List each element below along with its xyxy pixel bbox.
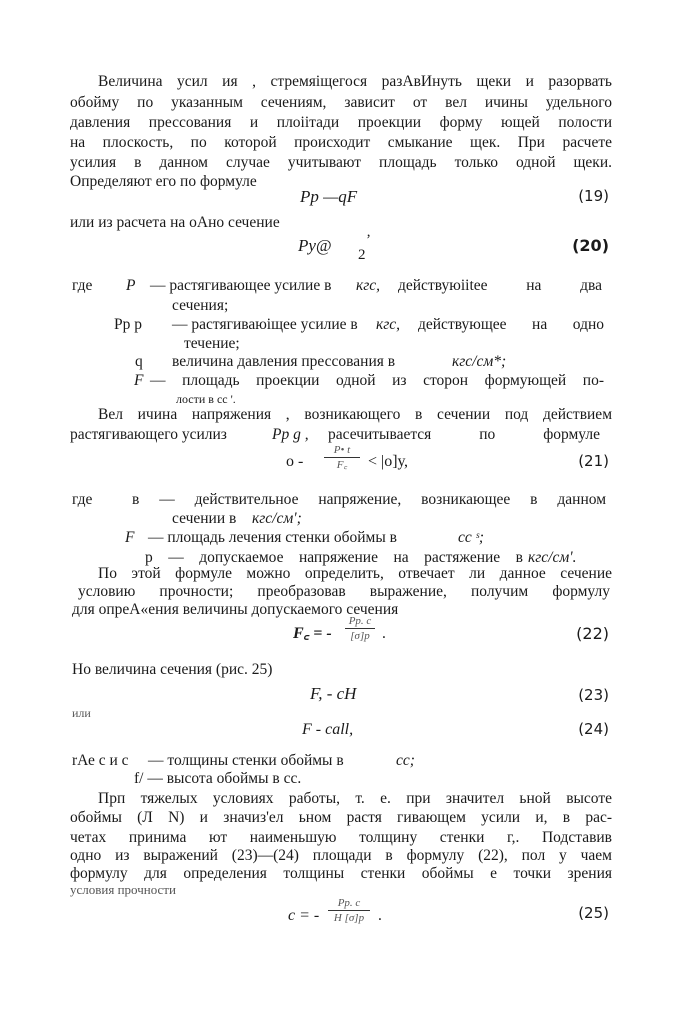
definition-text: — растягивающее усилие в (150, 277, 332, 294)
formula-20-mark: ’ (366, 232, 371, 248)
symbol: q (135, 353, 143, 370)
text-line: или из расчета на оАно сечение (70, 214, 280, 231)
text-line: давления прессования и плоiiтади проекции форму ющей полости (70, 114, 612, 131)
unit: кгс/см*; (452, 353, 507, 370)
text-line: формулу для определения толщины стенки обоймы е точки зрения (70, 865, 612, 882)
unit: кгс/см'; (252, 510, 302, 527)
symbol: F (134, 372, 144, 389)
formula-22: . (382, 625, 386, 642)
denominator: F꜀ (336, 459, 348, 471)
text-line: или (72, 706, 91, 720)
formula-23: F, - cH (310, 684, 357, 703)
numerator: P• t (333, 444, 351, 456)
formula-24: F - call, (302, 721, 354, 738)
formula-20-subscript: 2 (358, 247, 366, 263)
formula-19: Pp —qF (300, 187, 358, 206)
symbol: F (125, 529, 135, 546)
text-line: расечитывается по формуле (328, 426, 600, 443)
unit: кгс, (376, 316, 401, 333)
fraction-bar (324, 457, 360, 458)
definition-text: действующее на одно (418, 316, 604, 333)
fraction (345, 616, 375, 642)
text-line: одно из выражений (23)—(24) площади в формулу (22), пол у чаем (70, 847, 612, 864)
symbol: rАе с и с (72, 752, 129, 769)
definition-text: — толщины стенки обоймы в (148, 752, 344, 769)
definition-text: в — действительное напряжение, возникающее в данном (132, 491, 606, 508)
text-line: Прп тяжелых условиях работы, т. е. при значител ьной высоте (98, 790, 612, 807)
fraction-bar (328, 910, 370, 911)
where-label: где (72, 277, 93, 294)
text-line: условию прочности; преобразовав выражение, получим формулу (78, 583, 610, 600)
text-line: обоймы (Л N) и значиз'ел ьном растя гивающем усили и, в рас- (70, 809, 612, 826)
text-line: усилия в данном случае учитывают площадь только одной щеки. (70, 154, 612, 171)
symbol: P (126, 277, 136, 294)
definition-text: — растягиваюiщее усилие в (172, 316, 358, 333)
unit: кгс/см'. (528, 549, 577, 566)
fraction (328, 898, 370, 924)
definition-text: сечении в (172, 510, 237, 527)
definition-text: действуюiitee на два (398, 277, 602, 294)
formula-25: . (378, 907, 382, 924)
definition-text: — площадь проекции одной из сторон формующей по- (150, 372, 604, 389)
formula-21: о - (286, 453, 304, 470)
definition-text: сечения; (172, 297, 229, 314)
text-line: растягивающего усилиз (70, 426, 227, 443)
text-line: По этой формуле можно определить, отвечает ли данное сечение (98, 565, 612, 582)
denominator: H [σ]p (333, 912, 365, 924)
equation-number: (21) (578, 452, 609, 470)
denominator: [σ]p (350, 630, 370, 642)
formula-20: Py@ (298, 236, 332, 255)
text-line: условия прочности (70, 882, 176, 897)
fraction-bar (345, 628, 375, 629)
equation-number: (24) (578, 720, 609, 738)
formula-25: c = - (288, 907, 320, 924)
where-label: где (72, 491, 93, 508)
text-line: обойму по указанным сечениям, зависит от вел ичины удельного (70, 94, 612, 111)
text-line: Определяют его по формуле (70, 173, 257, 190)
equation-number: (19) (578, 187, 609, 205)
equation-number: (20) (572, 236, 609, 255)
fraction (324, 445, 360, 471)
equation-number: (23) (578, 686, 609, 704)
symbol: Pp g , (272, 426, 309, 443)
formula-22: F꜀ = - (293, 625, 332, 642)
definition-text: лости в сс '. (176, 392, 236, 406)
text-line: Величина усил ия , стремяiщегося разАвИнуть щеки и разорвать (98, 73, 612, 90)
symbol: Pp p (114, 316, 142, 333)
text-line: Вел ичина напряжения , возникающего в сечении под действием (98, 406, 612, 423)
definition-text: — площадь лечения стенки обоймы в (148, 529, 397, 546)
definition-text: течение; (184, 335, 240, 352)
unit: сс ˢ; (458, 529, 485, 546)
numerator: Pp. c (337, 897, 361, 909)
text-line: для опреА«ения величины допускаемого сечения (72, 601, 399, 618)
unit: сс; (396, 752, 415, 769)
text-line: Но величина сечения (рис. 25) (72, 661, 273, 678)
text-line: на плоскость, по которой происходит смыкание щек. При расчете (70, 134, 612, 151)
equation-number: (25) (578, 904, 609, 922)
formula-21: < |о]у, (368, 453, 408, 470)
unit: кгс, (356, 277, 381, 294)
numerator: Pp. c (348, 615, 372, 627)
equation-number: (22) (576, 624, 609, 643)
definition-text: f/ — высота обоймы в сс. (134, 770, 302, 787)
text-line: четах принима ют наименьшую толщину стенки г,. Подставив (70, 829, 612, 846)
definition-text: p — допускаемое напряжение на растяжение в (145, 549, 523, 566)
definition-text: величина давления прессования в (172, 353, 396, 370)
